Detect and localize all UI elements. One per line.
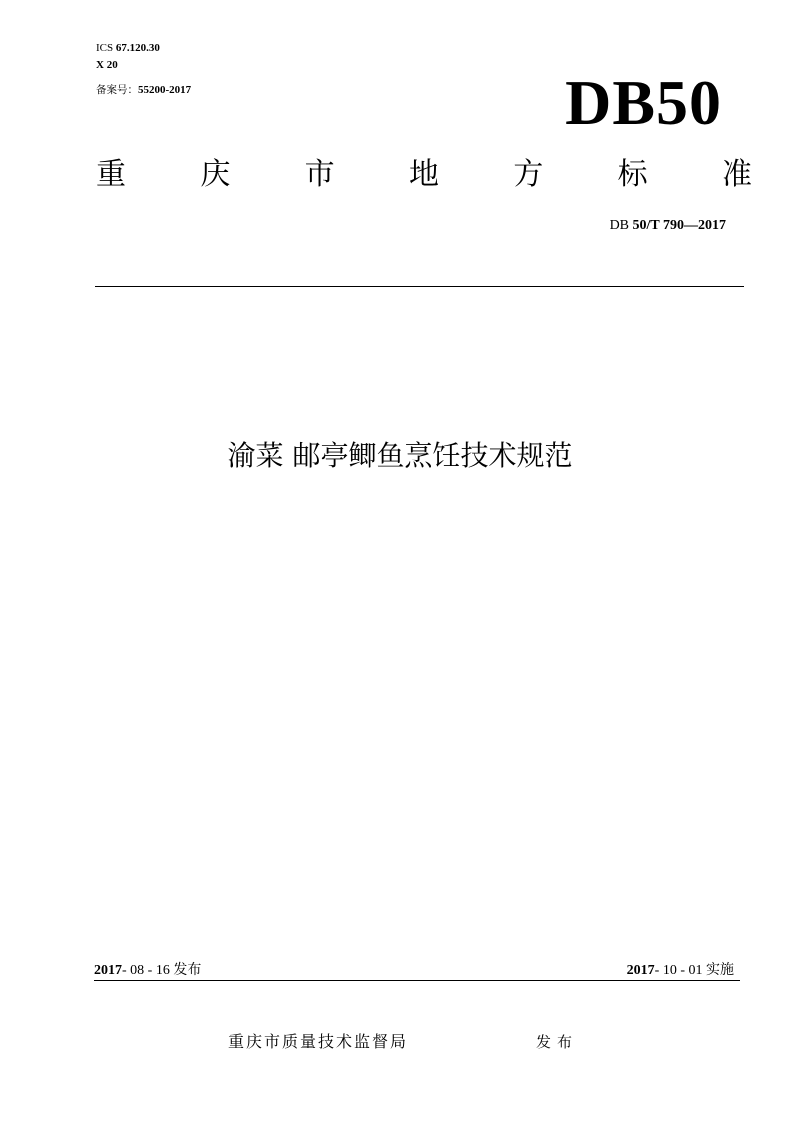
effective-label: 实施 (706, 962, 734, 978)
publish-label: 发布 (173, 962, 202, 978)
publish-year: 2017 (94, 963, 122, 978)
date-divider (94, 980, 740, 981)
standard-type-char: 市 (304, 157, 335, 192)
standard-type-char: 方 (513, 157, 544, 192)
classification-code: X 20 (96, 59, 118, 71)
document-title: 渝菜 邮亭鲫鱼烹饪技术规范 (227, 439, 573, 472)
standard-type-heading (96, 150, 752, 200)
standard-type-char: 地 (408, 157, 439, 192)
publisher-action: 发布 (536, 1033, 579, 1051)
effective-year: 2017 (626, 963, 655, 978)
standard-number-code: 50/T 790—2017 (632, 218, 726, 233)
ics-code: 67.120.30 (115, 42, 160, 54)
ics-code-line (96, 42, 160, 55)
ics-label: ICS (96, 42, 114, 54)
record-number: 55200-2017 (138, 84, 192, 96)
effective-month-day: - 10 - 01 (654, 963, 703, 978)
publisher-name: 重庆市质量技术监督局 (228, 1032, 409, 1051)
standard-type-char: 重 (96, 157, 126, 192)
standard-number (610, 218, 726, 234)
db50-logo: DB50 (565, 67, 722, 138)
record-label: 备案号： (96, 84, 138, 96)
publish-month-day: - 08 - 16 (122, 963, 170, 978)
standard-type-char: 准 (721, 157, 752, 192)
record-number-line (96, 84, 191, 97)
standard-number-prefix: DB (609, 218, 630, 233)
publish-date (94, 960, 201, 981)
effective-date (627, 960, 734, 981)
standard-type-char: 庆 (200, 157, 231, 192)
standard-type-char: 标 (617, 157, 648, 192)
header-divider (95, 286, 744, 287)
